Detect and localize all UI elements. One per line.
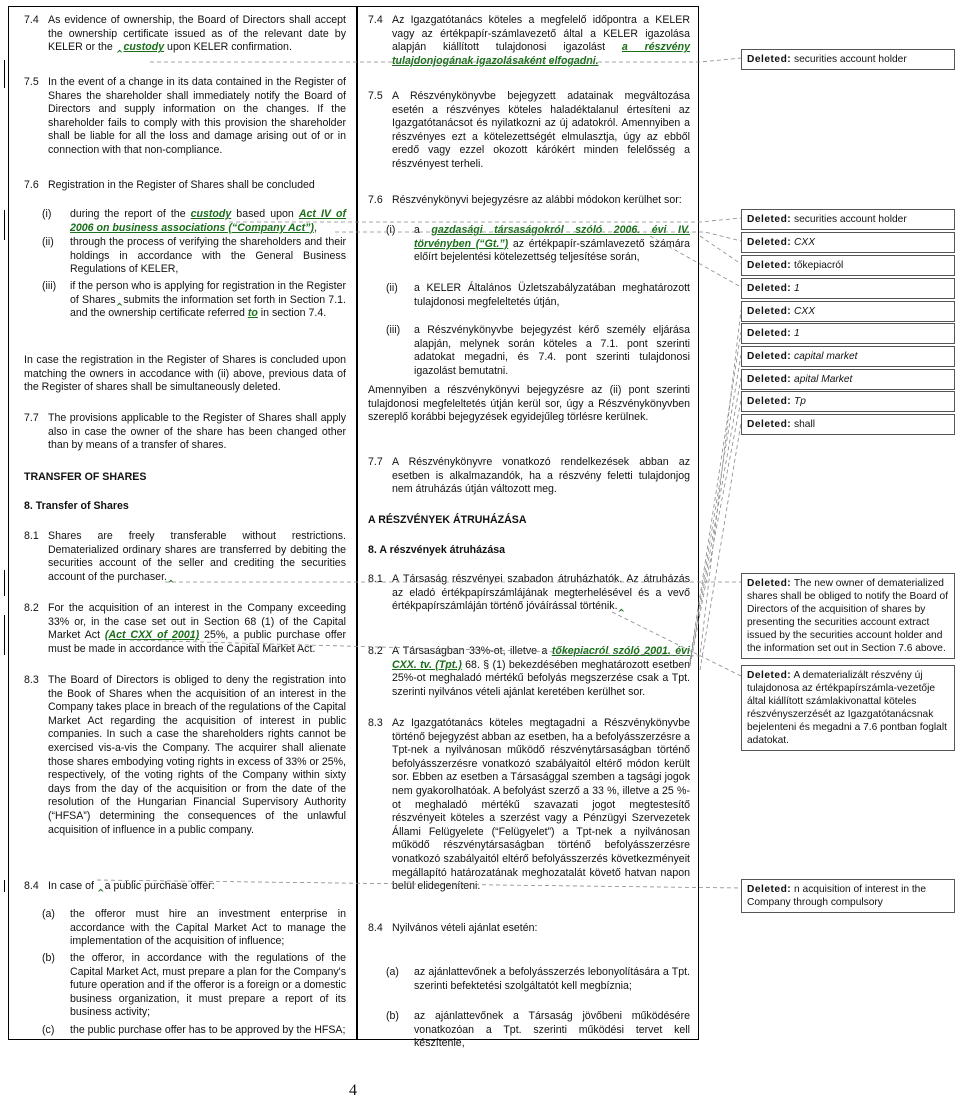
- section-number: 7.7: [24, 412, 39, 424]
- paragraph-text: Shares are freely transferable without restrictions. Dematerialized ordinary shares are transferred by debiting the securities account of the seller and crediting the securities account of the purchaser.: [48, 530, 346, 583]
- paragraph-text: As evidence of ownership, the Board of Directors shall accept the ownership certificate issued as of the relevant date by KELER or the: [48, 14, 346, 54]
- deleted-text: A dematerializált részvény új tulajdonosa az értékpapírszámla-vezetője által kiállított számlakivonattal köteles részvényszerzését az Igazgatótanácsnak bejelenteni és megadni a 7.6 pontban foglalt adatokat.: [747, 670, 947, 746]
- deleted-label: Deleted:: [747, 578, 792, 589]
- paragraph-text: Nyilvános vételi ajánlat esetén:: [392, 922, 538, 934]
- deleted-comment-balloon[interactable]: [741, 255, 955, 276]
- list-label: (a): [42, 908, 55, 920]
- list-text: the public purchase offer has to be approved by the HFSA;: [70, 1024, 346, 1036]
- deleted-label: Deleted:: [747, 419, 792, 430]
- list-label: (b): [386, 1010, 399, 1022]
- list-text: a Részvénykönyvbe bejegyzést kérő személy eljárása alapján, melynek során köteles a 7.1. pont szerinti adatokat megadni, és 7.4. pont szerinti tulajdonosi igazolást bemutatni.: [414, 324, 690, 377]
- inserted-text: to: [247, 307, 258, 320]
- inserted-text: Act IV of 2006 on business associations (“Company Act”): [70, 208, 346, 234]
- section-number: 8.1: [368, 573, 383, 585]
- inserted-text: (Act CXX of 2001): [104, 629, 200, 642]
- deleted-label: Deleted:: [747, 260, 792, 271]
- deleted-text: tőkepiacról: [794, 260, 844, 271]
- insertion-caret: ‸: [166, 570, 175, 583]
- deleted-text: n acquisition of interest in the Company through compulsory: [747, 884, 926, 908]
- list-text: ,: [313, 221, 317, 234]
- deleted-comment-balloon[interactable]: [741, 323, 955, 344]
- deleted-label: Deleted:: [747, 214, 792, 225]
- list-text: the offeror must hire an investment enterprise in accordance with the Capital Market Act to manage the implementation of the acquisition of influence;: [70, 908, 346, 948]
- section-number: 7.4: [368, 14, 383, 26]
- list-text: a KELER Általános Üzletszabályzatában meghatározott tulajdonosi megfeleltetés útján,: [414, 282, 690, 308]
- deleted-text: capital market: [794, 351, 858, 362]
- deleted-text: Tp: [794, 396, 806, 407]
- deleted-label: Deleted:: [747, 396, 792, 407]
- deleted-label: Deleted:: [747, 374, 792, 385]
- deleted-text: 1: [794, 328, 800, 339]
- subsection-heading: 8. Transfer of Shares: [24, 500, 129, 512]
- section-number: 7.4: [24, 14, 39, 26]
- list-text: in section 7.4.: [257, 307, 327, 320]
- paragraph-text: The provisions applicable to the Register of Shares shall apply also in case the owner of the share has been changed other than by means of a transfer of shares.: [48, 412, 346, 452]
- list-text: through the process of verifying the shareholders and their holdings in accordance with the General Business Regulations of KELER,: [70, 236, 346, 276]
- insertion-caret: ‸: [96, 880, 105, 892]
- paragraph-text: Az Igazgatótanács köteles megtagadni a Részvénykönyvbe történő bejegyzést abban az esetben, ha a befolyásszerzésre a Tpt-nek a nyilvánosan működő részvénytársaságban történő befolyásszerzésre vonatkozó szabályaitól eltérő módon került sor. Ebben az esetben a Társasággal szemben a tagsági jogok nem gyakorolhatóak. A befolyást szerző a 33 %, illetve a 25 %-ot meghaladó mértékű szavazati jogot megtestesítő részvényeit köteles a szerzést vagy a Pénzügyi Szervezetek Állami Felügyelete (“Felügyelet”) a Tpt-nek a nyilvánosan működő részvénytársaságban történő befolyásszerzésre vonatkozó szabályaitól eltérő befolyásszerzés következményeit megállapító határozatának meghozatalát követő hatvan napon belül elidegeníteni.: [392, 717, 690, 893]
- deleted-text: apital Market: [794, 374, 853, 385]
- paragraph-text: a public purchase offer:: [104, 880, 215, 892]
- paragraph-text: In case the registration in the Register of Shares is concluded upon matching the owners in accodance with (ii) above, previous data of the Register of shares shall be simultaneously deleted.: [24, 354, 346, 394]
- deleted-comment-balloon[interactable]: [741, 301, 955, 322]
- section-number: 7.5: [24, 76, 39, 88]
- paragraph-text: A Társaságban 33%-ot, illetve a: [392, 645, 552, 657]
- paragraph-text: Amennyiben a részvénykönyvi bejegyzésre az (ii) pont szerinti tulajdonosi megfeleltetés útján kerül sor, úgy a Részvénykönyvben szereplő korábbi bejegyzések egyidejűleg törlésre kerülnek.: [368, 384, 690, 424]
- section-number: 8.1: [24, 530, 39, 542]
- insertion-caret: ‸: [115, 41, 124, 54]
- paragraph-text: The Board of Directors is obliged to deny the registration into the Book of Shares when the acquisition of an interest in the Company takes place in breach of the regulations of the Capital Market Act regarding the acquisition of interest in public companies. In such a case the shareholders rights cannot be exercised vis-a-vis the Company. The acquirer shall alienate those shares embodying voting rights in excess of 33% or 25%, respectively, of the voting rights of the Company within sixty days from the day of the acquisition or from the date of the resolution of the Hungarian Financial Supervisory Authority (“HFSA”) determining the consequences of the unlawful acquisition of influence in a public company.: [48, 674, 346, 836]
- section-number: 7.6: [24, 179, 39, 191]
- section-heading: TRANSFER OF SHARES: [24, 471, 147, 483]
- list-text: if the person who is applying for registration in the Register of Shares: [70, 280, 346, 306]
- paragraph-text: In the event of a change in its data contained in the Register of Shares the shareholder shall immediately notify the Board of Directors and supply information on the changes. If the shareholder fails to comply with this provision the shareholder shall be liable for all the loss and damage arising out of or in connection with that non-compliance.: [48, 76, 346, 156]
- deleted-label: Deleted:: [747, 54, 792, 65]
- list-label: (i): [386, 224, 396, 236]
- list-text: az ajánlattevőnek a befolyásszerzés lebonyolítására a Tpt. szerinti befektetési szolgáltatót kell megbíznia;: [414, 966, 690, 992]
- inserted-text: custody: [123, 41, 165, 54]
- deleted-text: 1: [794, 283, 800, 294]
- paragraph-text: Registration in the Register of Shares shall be concluded: [48, 179, 315, 191]
- deleted-text: The new owner of dematerialized shares shall be obliged to notify the Board of Directors of the acquisition of shares by presenting the securities account extract issued by the securities account holder and the information set out in Section 7.6 above.: [747, 578, 949, 654]
- inserted-text: custody: [190, 208, 232, 220]
- list-label: (ii): [42, 236, 54, 248]
- paragraph-text: A Társaság részvényei szabadon átruházhatók. Az átruházás az eladó értékpapírszámlájának megterhelésével és a vevő értékpapírszámláján történő jóváírással történik.: [392, 573, 690, 613]
- inserted-text: tőkepiacról szóló 2001. évi CXX. tv. (Tpt.): [392, 645, 690, 671]
- list-label: (iii): [42, 280, 57, 292]
- paragraph-text: A Részvénykönyvbe bejegyzett adatainak megváltozása esetén a részvényes köteles haladéktalanul értesíteni az Igazgatótanácsot és nyilatkozni az új adatokról. Amennyiben a részvényes ezt a kötelezettségét elmulasztja, úgy az ebből eredő vagy ezzel okozott kárókért minden felelősség a részvényest terheli.: [392, 90, 690, 170]
- list-text: submits the information set forth in Section 7.1. and the ownership certificate referred: [70, 293, 346, 320]
- deleted-comment-balloon[interactable]: [741, 414, 955, 435]
- list-text: during the report of the: [70, 208, 191, 220]
- deleted-comment-balloon[interactable]: [741, 232, 955, 253]
- section-number: 8.3: [24, 674, 39, 686]
- section-number: 8.4: [368, 922, 383, 934]
- paragraph-text: For the acquisition of an interest in the Company exceeding 33% or, in the case set out in Section 68 (1) of the Capital Market Act: [48, 602, 346, 642]
- list-text: the offeror, in accordance with the regulations of the Capital Market Act, must prepare a plan for the Company's future operation and if the offeror is a foreign or a domestic business organization, it must prepare a report of its business activity;: [70, 952, 346, 1019]
- list-label: (c): [42, 1024, 55, 1036]
- section-number: 8.2: [368, 645, 383, 657]
- section-number: 8.3: [368, 717, 383, 729]
- paragraph-text: A Részvénykönyvre vonatkozó rendelkezések abban az esetben is alkalmazandók, ha a részvény feletti tulajdonjog nem átruházás útján változott meg.: [392, 456, 690, 496]
- deleted-comment-balloon[interactable]: [741, 209, 955, 230]
- list-text: az ajánlattevőnek a Társaság jövőbeni működésére vonatkozóan a Tpt. szerinti működési tervet kell készítenie,: [414, 1010, 690, 1050]
- list-text: based upon: [231, 208, 299, 220]
- deleted-comment-balloon[interactable]: [741, 346, 955, 367]
- section-number: 8.2: [24, 602, 39, 614]
- paragraph-text: upon KELER confirmation.: [164, 41, 292, 54]
- section-heading: A RÉSZVÉNYEK ÁTRUHÁZÁSA: [368, 514, 527, 526]
- deleted-label: Deleted:: [747, 283, 792, 294]
- inserted-text: a részvény tulajdonjogának igazolásaként elfogadni.: [392, 41, 690, 67]
- list-label: (iii): [386, 324, 401, 336]
- deleted-comment-balloon[interactable]: [741, 879, 955, 913]
- deleted-comment-balloon[interactable]: [741, 665, 955, 751]
- page-number: 4: [349, 1082, 357, 1099]
- insertion-caret: ‸: [617, 600, 626, 613]
- list-text: az értékpapír-számlavezető számára előírt bejelentési kötelezettség teljesítése során,: [414, 237, 691, 264]
- subsection-heading: 8. A részvények átruházása: [368, 544, 506, 556]
- deleted-comment-balloon[interactable]: [741, 49, 955, 70]
- deleted-text: CXX: [794, 237, 815, 248]
- deleted-label: Deleted:: [747, 351, 792, 362]
- inserted-text: gazdasági társaságokról szóló 2006. évi IV. törvényben (“Gt.”): [414, 224, 690, 250]
- deleted-text: shall: [794, 419, 815, 430]
- deleted-text: securities account holder: [794, 54, 907, 65]
- paragraph-text: 68. § (1) bekezdésében meghatározott esetben 25%-ot meghaladó mértékű befolyás megszerzése csak a Tpt. szerinti nyilvános vételi ajánlat keretében kerülhet sor.: [392, 658, 691, 698]
- list-label: (i): [42, 208, 52, 220]
- section-number: 7.6: [368, 194, 383, 206]
- section-number: 7.5: [368, 90, 383, 102]
- section-number: 8.4: [24, 880, 39, 892]
- deleted-label: Deleted:: [747, 306, 792, 317]
- deleted-label: Deleted:: [747, 670, 792, 681]
- deleted-label: Deleted:: [747, 884, 792, 895]
- deleted-comment-balloon[interactable]: [741, 573, 955, 659]
- section-number: 7.7: [368, 456, 383, 468]
- deleted-comment-balloon[interactable]: [741, 391, 955, 412]
- list-text: a: [414, 224, 432, 236]
- deleted-text: securities account holder: [794, 214, 907, 225]
- deleted-comment-balloon[interactable]: [741, 278, 955, 299]
- deleted-label: Deleted:: [747, 237, 792, 248]
- list-label: (a): [386, 966, 399, 978]
- list-label: (b): [42, 952, 55, 964]
- deleted-text: CXX: [794, 306, 815, 317]
- list-label: (ii): [386, 282, 398, 294]
- paragraph-text: In case of: [48, 880, 97, 892]
- deleted-comment-balloon[interactable]: [741, 369, 955, 390]
- paragraph-text: 25%, a public purchase offer must be made in accordance with the Capital Market Act.: [48, 629, 346, 655]
- deleted-label: Deleted:: [747, 328, 792, 339]
- insertion-caret: ‸: [115, 293, 124, 306]
- paragraph-text: Az Igazgatótanács köteles a megfelelő időpontra a KELER vagy az értékpapír-számlavezető által a KELER igazolása alapján kiállított tulajdonosi igazolást: [392, 14, 690, 54]
- paragraph-text: Részvénykönyvi bejegyzésre az alábbi módokon kerülhet sor:: [392, 194, 682, 206]
